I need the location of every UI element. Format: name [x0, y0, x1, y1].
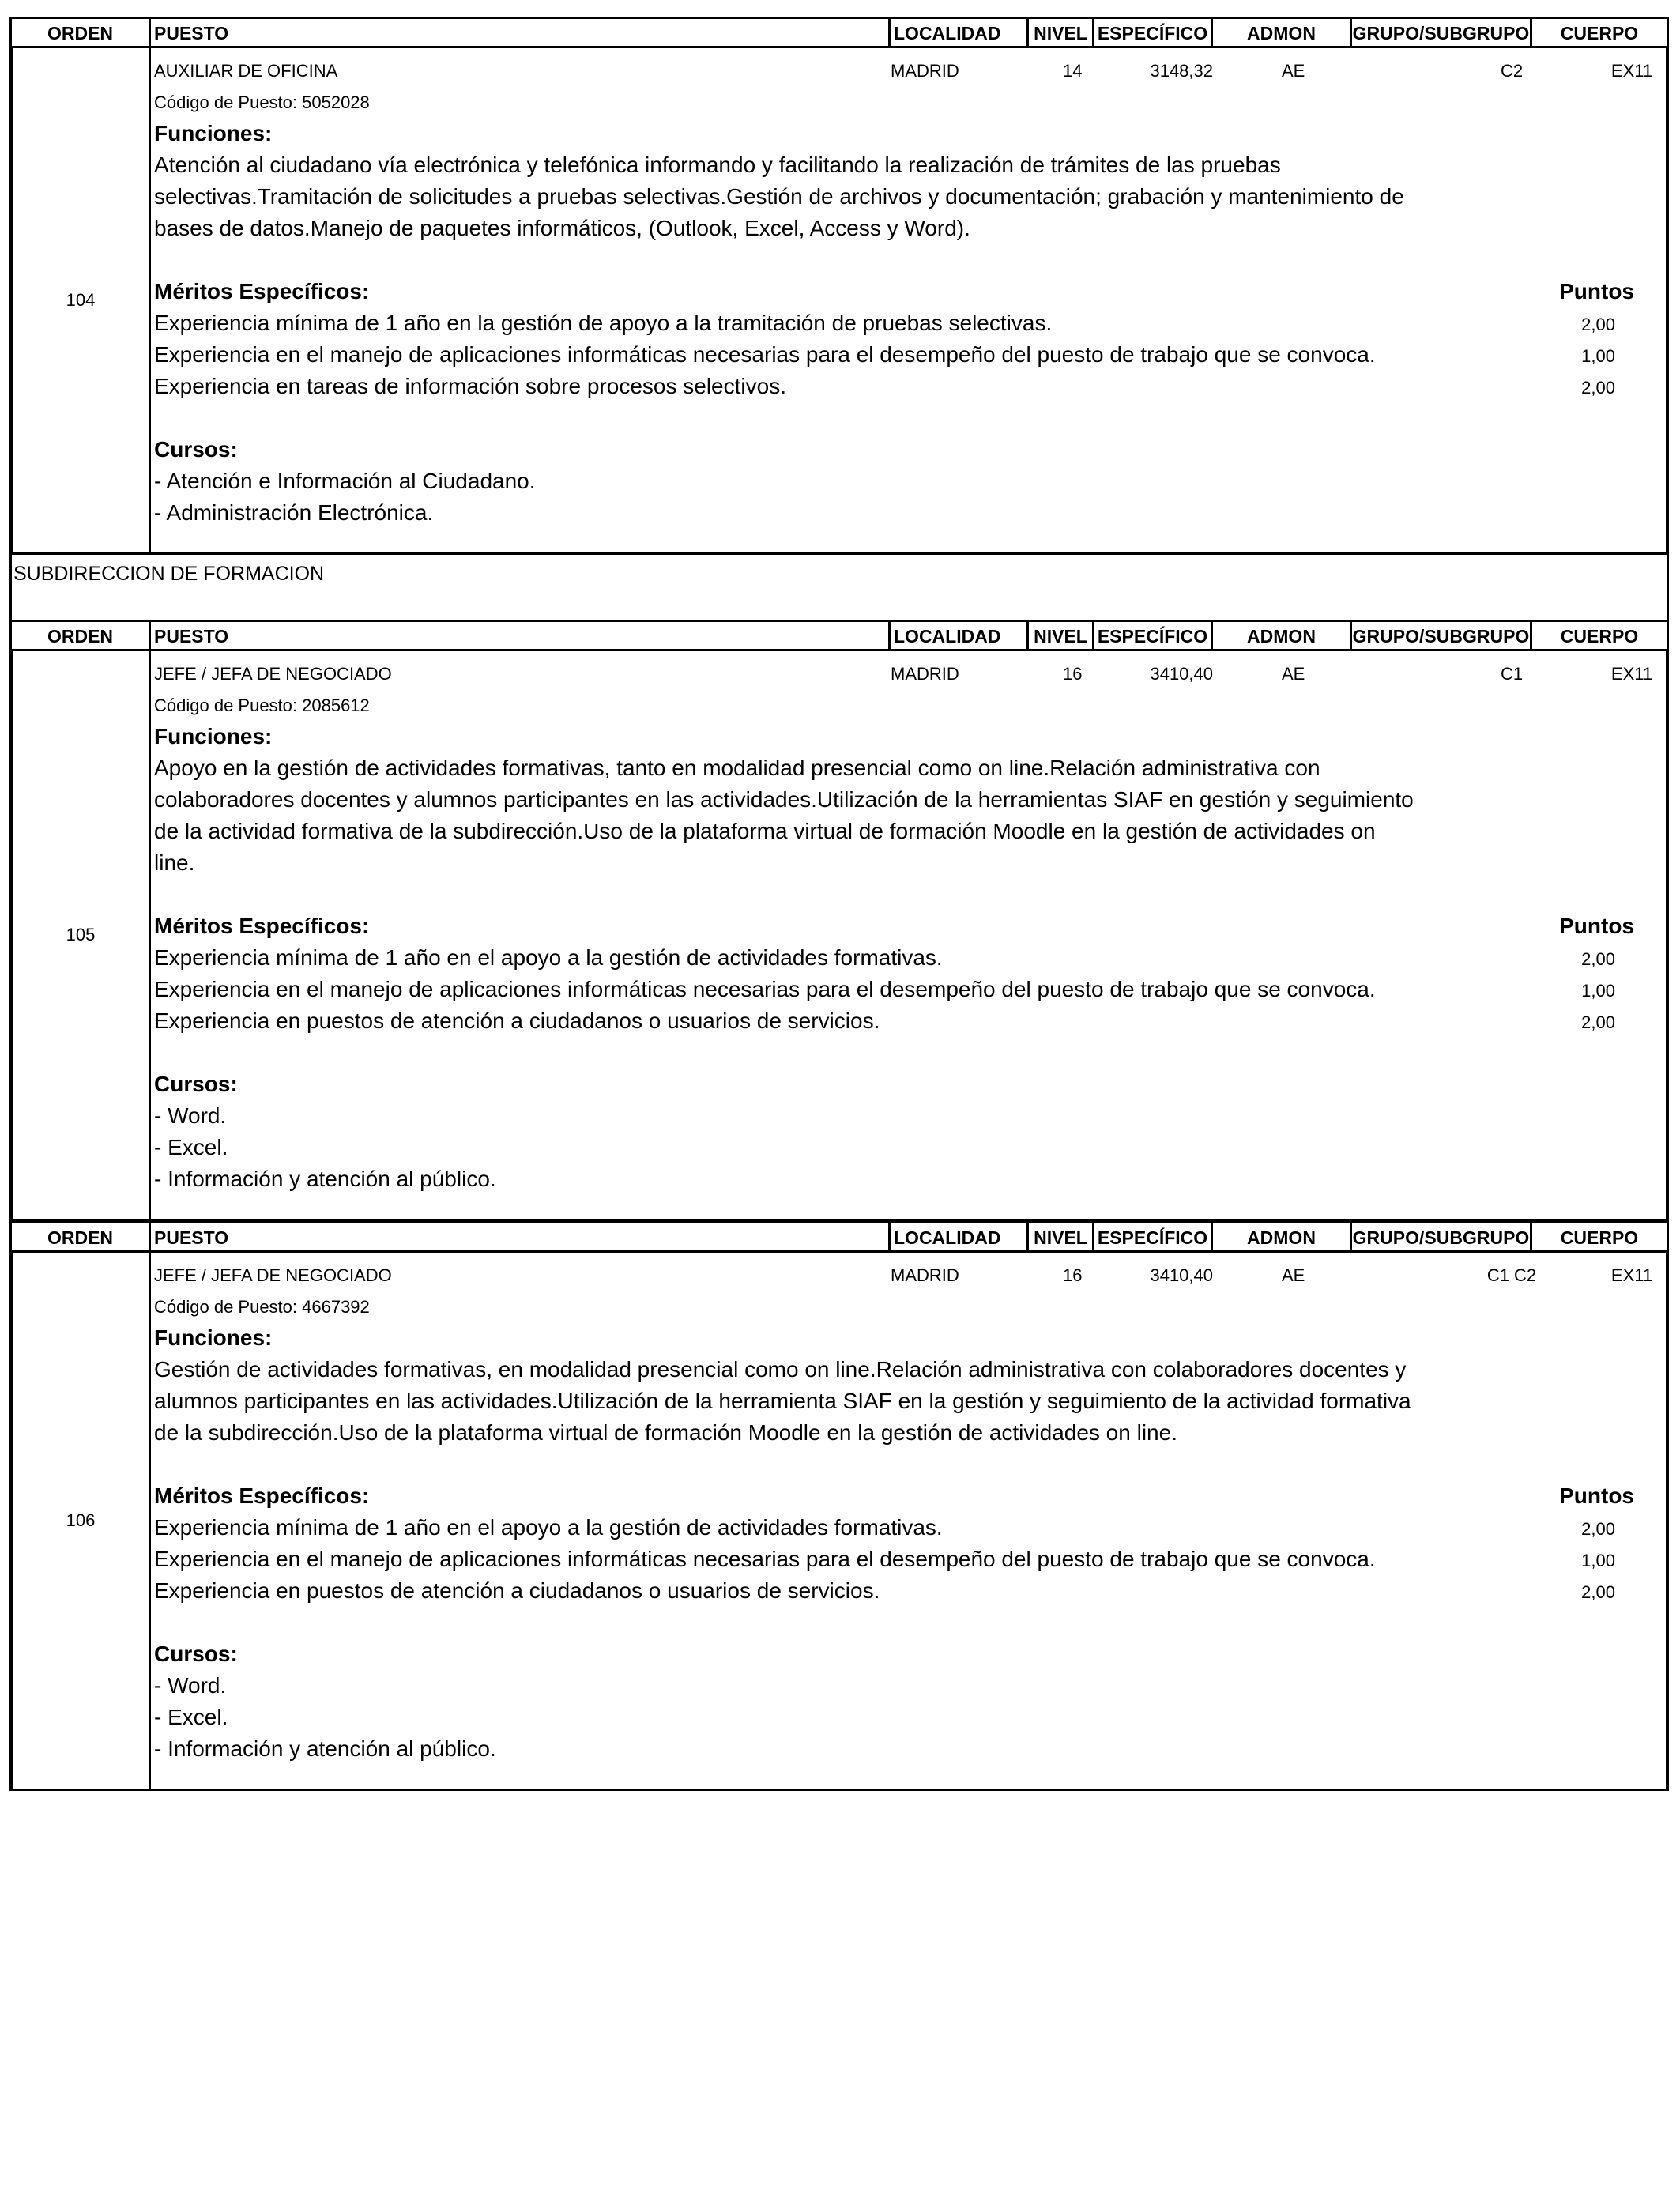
curso-item: - Atención e Información al Ciudadano. [154, 469, 536, 493]
merito-row [154, 1575, 1666, 1607]
nivel-value: 16 [1063, 664, 1083, 684]
record-content [151, 1253, 1666, 1789]
col-orden-header: ORDEN [47, 23, 114, 43]
merito-text: Experiencia en tareas de información sobre procesos selectivos. [154, 374, 786, 398]
meritos-list [154, 307, 1666, 402]
col-localidad-header: LOCALIDAD [888, 622, 1026, 649]
funciones-text: Apoyo en la gestión de actividades formativas, tanto en modalidad presencial como on line.Relación administrativa con colaboradores docentes y alumnos participantes en las actividades.Utilización de la herramientas SIAF en gestión y seguimiento de la actividad formativa de la subdirección.Uso de la plataforma virtual de formación Moodle en la gestión de actividades on line. [154, 756, 1414, 875]
record-summary-row [154, 1261, 1666, 1292]
col-grupo-header: GRUPO/SUBGRUPO [1350, 622, 1530, 649]
merito-text: Experiencia en el manejo de aplicaciones informáticas necesarias para el desempeño del puesto de trabajo que se convoca. [154, 1547, 1376, 1571]
record-content [151, 651, 1666, 1219]
cursos-list [154, 1100, 1666, 1195]
record-block-105 [9, 651, 1669, 1221]
nivel-value: 14 [1063, 61, 1083, 81]
merito-text: Experiencia en el manejo de aplicaciones informáticas necesarias para el desempeño del puesto de trabajo que se convoca. [154, 977, 1376, 1001]
meritos-heading: Méritos Específicos: [154, 279, 370, 303]
cuerpo-value: EX11 [1610, 1265, 1653, 1285]
orden-number: 106 [13, 1253, 151, 1789]
puntos-heading: Puntos [1559, 1483, 1634, 1508]
curso-item: - Información y atención al público. [154, 1736, 496, 1761]
col-admon-header: ADMON [1211, 19, 1350, 46]
orden-number: 105 [13, 651, 151, 1219]
especifico-value: 3410,40 [1150, 1265, 1213, 1285]
admon-value: AE [1282, 61, 1305, 81]
puntos-heading: Puntos [1559, 914, 1634, 938]
merito-row [154, 974, 1666, 1005]
col-admon-header: ADMON [1211, 622, 1350, 649]
especifico-value: 3148,32 [1150, 61, 1213, 81]
col-orden-header: ORDEN [47, 626, 114, 647]
puntos-heading: Puntos [1559, 279, 1634, 303]
col-localidad-header: LOCALIDAD [888, 1223, 1026, 1250]
curso-item: - Excel. [154, 1135, 228, 1159]
funciones-text: Atención al ciudadano vía electrónica y telefónica informando y facilitando la realización de trámites de las pruebas selectivas.Tramitación de solicitudes a pruebas selectivas.Gestión de archivos y documentación; grabación y mantenimiento de bases de datos.Manejo de paquetes informáticos, (Outlook, Excel, Access y Word). [154, 153, 1404, 240]
col-grupo-header: GRUPO/SUBGRUPO [1350, 19, 1530, 46]
funciones-text: Gestión de actividades formativas, en modalidad presencial como on line.Relación administrativa con colaboradores docentes y alumnos participantes en las actividades.Utilización de la herramienta SIAF en la gestión y seguimiento de la actividad formativa de la subdirección.Uso de la plataforma virtual de formación Moodle en la gestión de actividades on line. [154, 1357, 1411, 1445]
merito-text: Experiencia en puestos de atención a ciudadanos o usuarios de servicios. [154, 1008, 880, 1033]
localidad-value: MADRID [891, 664, 959, 684]
curso-item: - Word. [154, 1673, 227, 1698]
cuerpo-value: EX11 [1610, 664, 1653, 684]
record-summary-row [154, 659, 1666, 691]
subdireccion-title: SUBDIRECCION DE FORMACION [9, 555, 1669, 620]
merito-row [154, 1005, 1666, 1037]
funciones-heading: Funciones: [154, 121, 273, 145]
codigo-puesto: Código de Puesto: 5052028 [154, 92, 370, 112]
admon-value: AE [1282, 1265, 1305, 1285]
merito-row [154, 942, 1666, 974]
col-puesto-header: PUESTO [149, 19, 888, 46]
plazas-table [9, 17, 1669, 1791]
col-puesto-header: PUESTO [149, 622, 888, 649]
localidad-value: MADRID [891, 61, 959, 81]
puesto-name: JEFE / JEFA DE NEGOCIADO [154, 1265, 392, 1285]
col-grupo-header: GRUPO/SUBGRUPO [1350, 1223, 1530, 1250]
codigo-puesto: Código de Puesto: 2085612 [154, 696, 370, 715]
col-especifico-header: ESPECÍFICO [1092, 19, 1211, 46]
especifico-value: 3410,40 [1150, 664, 1213, 684]
merito-text: Experiencia mínima de 1 año en la gestión de apoyo a la tramitación de pruebas selectivas. [154, 311, 1053, 335]
merito-row [154, 339, 1666, 371]
grupo-value: C1 C2 [1486, 1265, 1537, 1285]
grupo-value: C1 [1500, 664, 1524, 684]
merito-puntos: 1,00 [1581, 346, 1615, 366]
meritos-heading-row [154, 276, 1666, 307]
record-summary-row [154, 56, 1666, 88]
merito-puntos: 2,00 [1581, 949, 1615, 969]
merito-text: Experiencia mínima de 1 año en el apoyo a la gestión de actividades formativas. [154, 1515, 943, 1540]
funciones-heading: Funciones: [154, 1325, 273, 1350]
meritos-list [154, 1512, 1666, 1607]
orden-number: 104 [13, 48, 151, 552]
merito-row [154, 371, 1666, 402]
merito-text: Experiencia mínima de 1 año en el apoyo a la gestión de actividades formativas. [154, 945, 943, 970]
puesto-name: AUXILIAR DE OFICINA [154, 61, 338, 81]
curso-item: - Información y atención al público. [154, 1167, 496, 1191]
curso-item: - Word. [154, 1103, 227, 1128]
nivel-value: 16 [1063, 1265, 1083, 1285]
merito-row [154, 1544, 1666, 1575]
cursos-heading: Cursos: [154, 437, 238, 462]
cursos-heading: Cursos: [154, 1072, 238, 1096]
meritos-heading-row [154, 1480, 1666, 1512]
meritos-list [154, 942, 1666, 1037]
admon-value: AE [1282, 664, 1305, 684]
col-cuerpo-header: CUERPO [1530, 19, 1667, 46]
puesto-name: JEFE / JEFA DE NEGOCIADO [154, 664, 392, 684]
col-orden-header: ORDEN [47, 1227, 114, 1248]
col-localidad-header: LOCALIDAD [888, 19, 1026, 46]
funciones-heading: Funciones: [154, 724, 273, 748]
column-header-row [9, 17, 1669, 48]
codigo-puesto: Código de Puesto: 4667392 [154, 1297, 370, 1317]
col-especifico-header: ESPECÍFICO [1092, 1223, 1211, 1250]
cuerpo-value: EX11 [1610, 61, 1653, 81]
col-puesto-header: PUESTO [149, 1223, 888, 1250]
merito-row [154, 1512, 1666, 1544]
merito-puntos: 1,00 [1581, 1551, 1615, 1570]
col-cuerpo-header: CUERPO [1530, 1223, 1667, 1250]
merito-row [154, 307, 1666, 339]
merito-puntos: 2,00 [1581, 1519, 1615, 1539]
curso-item: - Administración Electrónica. [154, 500, 434, 525]
merito-text: Experiencia en el manejo de aplicaciones informáticas necesarias para el desempeño del puesto de trabajo que se convoca. [154, 342, 1376, 367]
merito-puntos: 2,00 [1581, 1012, 1615, 1032]
curso-item: - Excel. [154, 1705, 228, 1729]
merito-puntos: 1,00 [1581, 981, 1615, 1001]
col-nivel-header: NIVEL [1026, 1223, 1092, 1250]
localidad-value: MADRID [891, 1265, 959, 1285]
cursos-heading: Cursos: [154, 1642, 238, 1666]
col-especifico-header: ESPECÍFICO [1092, 622, 1211, 649]
meritos-heading: Méritos Específicos: [154, 1483, 370, 1508]
grupo-value: C2 [1500, 61, 1524, 81]
record-block-106 [9, 1253, 1669, 1791]
column-header-row [9, 1221, 1669, 1253]
record-content [151, 48, 1666, 552]
merito-puntos: 2,00 [1581, 315, 1615, 334]
col-nivel-header: NIVEL [1026, 19, 1092, 46]
cursos-list [154, 1670, 1666, 1765]
meritos-heading-row [154, 910, 1666, 942]
record-block-104 [9, 48, 1669, 555]
column-header-row [9, 620, 1669, 651]
col-admon-header: ADMON [1211, 1223, 1350, 1250]
col-nivel-header: NIVEL [1026, 622, 1092, 649]
merito-puntos: 2,00 [1581, 1582, 1615, 1602]
merito-puntos: 2,00 [1581, 378, 1615, 398]
col-cuerpo-header: CUERPO [1530, 622, 1667, 649]
meritos-heading: Méritos Específicos: [154, 914, 370, 938]
merito-text: Experiencia en puestos de atención a ciudadanos o usuarios de servicios. [154, 1578, 880, 1603]
cursos-list [154, 466, 1666, 529]
